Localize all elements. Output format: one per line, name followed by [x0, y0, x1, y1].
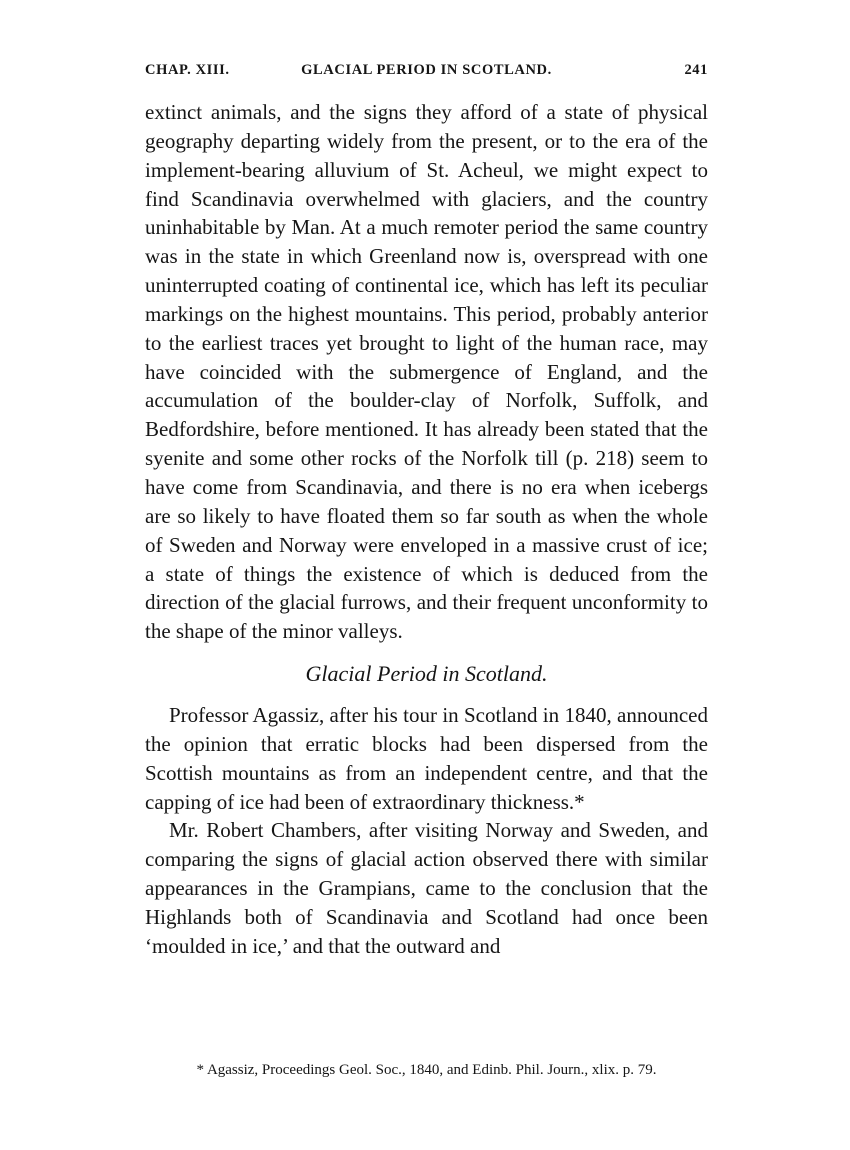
running-title: GLACIAL PERIOD IN SCOTLAND.	[301, 62, 552, 78]
paragraph-continued: extinct animals, and the signs they afford of a state of physical geography departing widely from the present, or to the era of the implement-bearing alluvium of St. Acheul, we might expect to find Scandinavia overwhelmed with glaciers, and the country uninhabitable by Man. At a much remoter period the same country was in the state in which Greenland now is, overspread with one uninterrupted coating of continental ice, which has left its peculiar markings on the highest mountains. This period, probably anterior to the earliest traces yet brought to light of the human race, may have coincided with the submergence of England, and the accumulation of the boulder-clay of Norfolk, Suffolk, and Bedfordshire, before mentioned. It has already been stated that the syenite and some other rocks of the Norfolk till (p. 218) seem to have come from Scandinavia, and there is no era when icebergs are so likely to have floated them so far south as when the whole of Sweden and Norway were enveloped in a massive crust of ice; a state of things the existence of which is deduced from the direction of the glacial furrows, and their frequent unconformity to the shape of the minor valleys.	[145, 100, 708, 644]
paragraph-chambers: Mr. Robert Chambers, after visiting Norway and Sweden, and comparing the signs of glacial action observed there with similar appearances in the Grampians, came to the conclusion that the Highlands both of Scandinavia and Scotland had once been ‘moulded in ice,’ and that the outward and	[145, 818, 708, 958]
section-heading: Glacial Period in Scotland.	[305, 661, 548, 687]
chapter-label: CHAP. XIII.	[145, 62, 230, 78]
footnote: * Agassiz, Proceedings Geol. Soc., 1840, and Edinb. Phil. Journ., xlix. p. 79.	[196, 1062, 657, 1078]
page-number: 241	[684, 62, 708, 78]
running-head	[145, 62, 708, 86]
body-text	[145, 98, 708, 961]
paragraph-agassiz: Professor Agassiz, after his tour in Scotland in 1840, announced the opinion that erratic blocks had been dispersed from the Scottish mountains as from an independent centre, and that the capping of ice had been of extraordinary thickness.*	[145, 703, 708, 814]
